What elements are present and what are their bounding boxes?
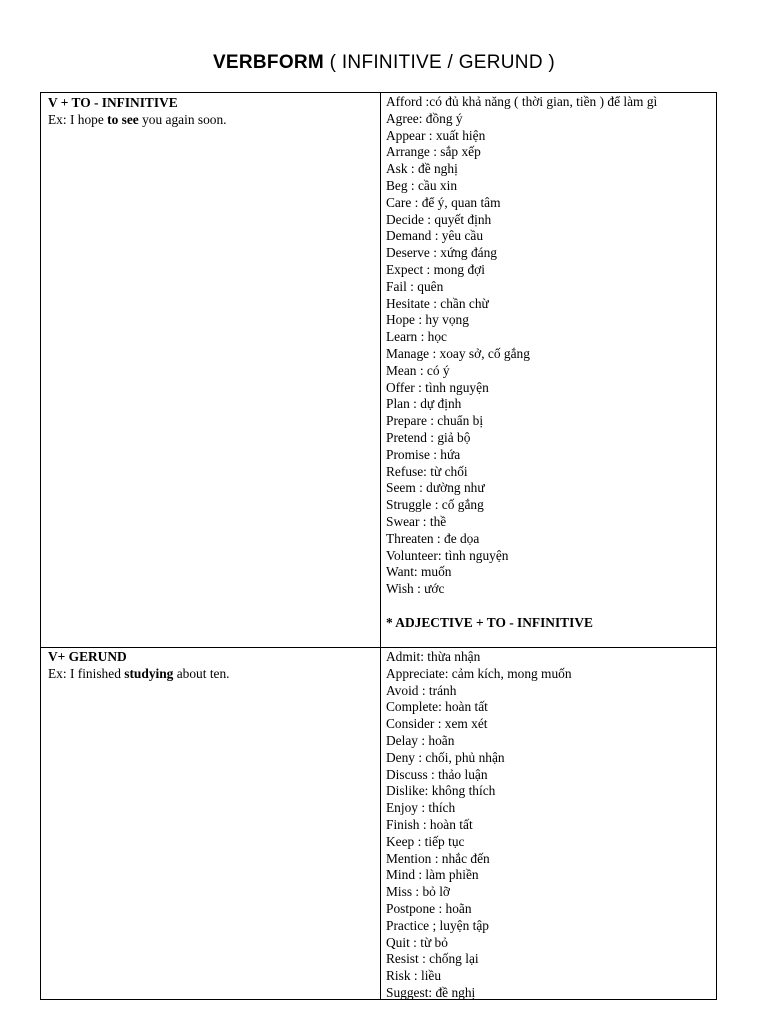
infinitive-verb-list [386, 94, 657, 598]
gerund-rule-cell [48, 649, 230, 683]
infinitive-verbs-cell [386, 94, 657, 632]
example-text-after: you again soon. [138, 111, 227, 127]
verb-list-item: Finish : hoàn tất [386, 816, 473, 832]
verb-list-item: Practice ; luyện tập [386, 917, 489, 933]
infinitive-heading: V + TO - INFINITIVE [48, 95, 178, 110]
verb-list-item: Admit: thừa nhận [386, 649, 481, 664]
verb-list-item: Want: muốn [386, 564, 452, 580]
verb-list-item: Resist : chống lại [386, 951, 479, 967]
verb-list-item: Seem : dường như [386, 480, 485, 496]
verb-list-item: Threaten : đe dọa [386, 530, 480, 546]
verb-list-item: Enjoy : thích [386, 800, 456, 816]
verb-list-item: Quit : từ bỏ [386, 934, 448, 950]
adjective-infinitive-heading: * ADJECTIVE + TO - INFINITIVE [386, 614, 593, 630]
example-text-bold: to see [107, 111, 139, 127]
column-divider [380, 93, 381, 999]
verb-list-item: Mention : nhắc đến [386, 850, 490, 866]
verb-list-item: Mind : làm phiền [386, 867, 479, 883]
verb-list-item: Decide : quyết định [386, 211, 492, 227]
example-text-after: about ten. [173, 665, 230, 681]
verb-list-item: Consider : xem xét [386, 716, 488, 732]
verb-list-item: Pretend : giả bộ [386, 429, 471, 445]
verb-list-item: Suggest: đề nghị [386, 984, 476, 1000]
verb-list-item: Agree: đồng ý [386, 110, 463, 126]
verb-list-item: Expect : mong đợi [386, 261, 485, 277]
gerund-verb-list [386, 649, 572, 1002]
page-title-subtitle: ( INFINITIVE / GERUND ) [324, 52, 556, 73]
verb-list-item: Volunteer: tình nguyện [386, 547, 509, 563]
verb-list-item: Dislike: không thích [386, 783, 496, 799]
verb-list-item: Deserve : xứng đáng [386, 245, 498, 261]
verb-list-item: Discuss : thảo luận [386, 766, 488, 782]
verb-list-item: Refuse: từ chối [386, 463, 468, 479]
infinitive-example [48, 112, 227, 129]
verb-list-item: Arrange : sắp xếp [386, 144, 481, 160]
verb-list-item: Hope : hy vọng [386, 312, 469, 328]
verb-list-item: Postpone : hoãn [386, 900, 472, 916]
verb-list-item: Plan : dự định [386, 396, 462, 412]
example-text-bold: studying [124, 665, 174, 681]
verb-list-item: Manage : xoay sở, cố gắng [386, 345, 530, 361]
verb-list-item: Struggle : cố gắng [386, 497, 484, 513]
verb-list-item: Keep : tiếp tục [386, 833, 465, 849]
verb-list-item: Promise : hứa [386, 446, 461, 462]
verb-list-item: Offer : tình nguyện [386, 379, 489, 395]
verb-list-item: Deny : chối, phủ nhận [386, 749, 505, 765]
page-title [0, 52, 768, 74]
infinitive-rule-cell [48, 95, 227, 129]
verb-list-item: Beg : cầu xin [386, 177, 458, 193]
verb-list-item: Complete: hoàn tất [386, 699, 488, 715]
page-title-main: VERBFORM [212, 52, 325, 73]
example-text-before: Ex: I finished [48, 665, 125, 681]
verb-list-item: Delay : hoãn [386, 732, 455, 748]
verb-list-item: Learn : học [386, 329, 447, 345]
spacer [386, 598, 657, 615]
verb-list-item: Ask : đề nghị [386, 161, 458, 177]
verb-list-item: Appreciate: cảm kích, mong muốn [386, 665, 572, 681]
verb-list-item: Afford :có đủ khả năng ( thời gian, tiền ) để làm gì [386, 94, 658, 109]
verb-list-item: Miss : bỏ lỡ [386, 884, 451, 900]
verb-list-item: Fail : quên [386, 278, 444, 294]
verb-form-table [40, 92, 717, 1000]
verb-list-item: Avoid : tránh [386, 682, 457, 698]
verb-list-item: Swear : thề [386, 513, 447, 529]
gerund-verbs-cell [386, 649, 572, 1002]
verb-list-item: Care : để ý, quan tâm [386, 194, 501, 210]
verb-list-item: Mean : có ý [386, 362, 450, 378]
verb-list-item: Demand : yêu cầu [386, 228, 484, 244]
example-text-before: Ex: I hope [48, 111, 108, 127]
gerund-heading: V+ GERUND [48, 649, 127, 664]
verb-list-item: Risk : liều [386, 968, 442, 984]
row-divider [41, 647, 716, 648]
verb-list-item: Prepare : chuẩn bị [386, 413, 484, 429]
verb-list-item: Appear : xuất hiện [386, 127, 486, 143]
verb-list-item: Wish : ước [386, 581, 445, 597]
gerund-example [48, 666, 230, 683]
verb-list-item: Hesitate : chần chừ [386, 295, 489, 311]
